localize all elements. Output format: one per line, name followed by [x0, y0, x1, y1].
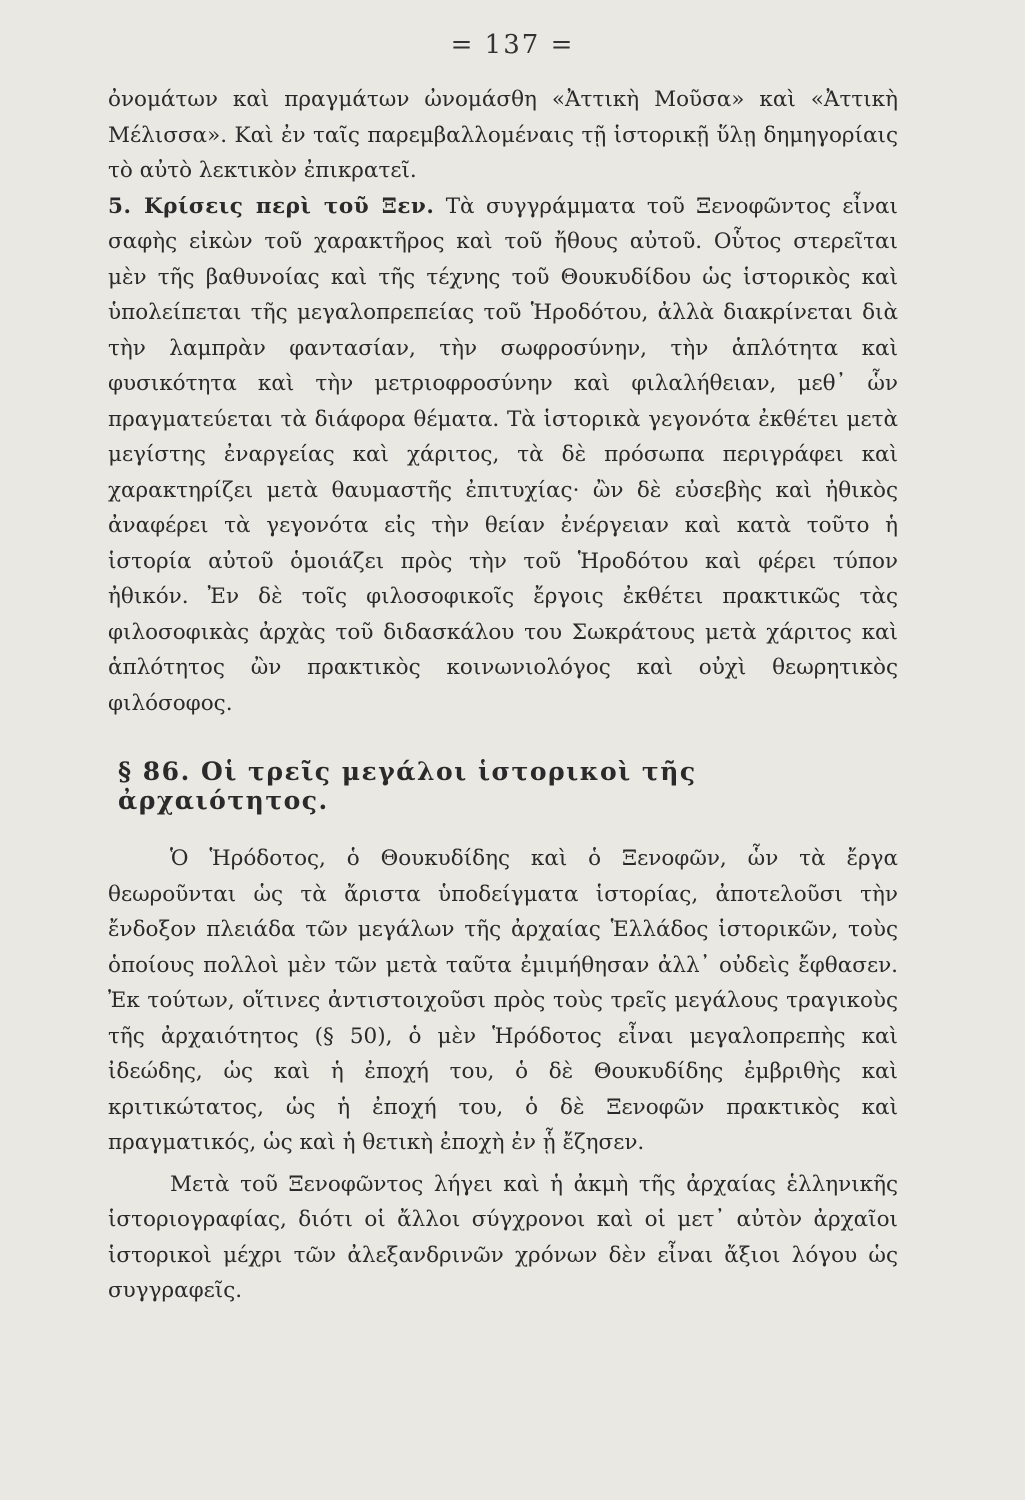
- paragraph-continued: ὀνομάτων καὶ πραγμάτων ὠνομάσθη «Ἀττικὴ Μοῦσα» καὶ «Ἀττικὴ Μέλισσα». Καὶ ἐν ταῖς παρεμβαλλομέναις τῇ ἱστορικῇ ὕλῃ δημηγορίαις τὸ αὐτὸ λεκτικὸν ἐπικρατεῖ.: [108, 87, 898, 183]
- section-heading: § 86. Οἱ τρεῖς μεγάλοι ἱστορικοὶ τῆς ἀρχαιότητος.: [118, 757, 697, 815]
- page-number: = 137 =: [450, 30, 575, 60]
- page-content: [108, 82, 898, 1309]
- paragraph-closing: Μετὰ τοῦ Ξενοφῶντος λήγει καὶ ἡ ἀκμὴ τῆς ἀρχαίας ἑλληνικῆς ἱστοριογραφίας, διότι οἱ ἄλλοι σύγχρονοι καὶ οἱ μετ᾽ αὐτὸν ἀρχαῖοι ἱστορικοὶ μέχρι τῶν ἀλεξανδρινῶν χρόνων δὲν εἶναι ἄξιοι λόγου ὡς συγγραφεῖς.: [108, 1171, 898, 1303]
- paragraph-critique: [108, 189, 898, 722]
- paragraph-three-historians: Ὁ Ἡρόδοτος, ὁ Θουκυδίδης καὶ ὁ Ξενοφῶν, ὧν τὰ ἔργα θεωροῦνται ὡς τὰ ἄριστα ὑποδείγματα ἱστορίας, ἀποτελοῦσι τὴν ἔνδοξον πλειάδα τῶν μεγάλων τῆς ἀρχαίας Ἑλλάδος ἱστορικῶν, τοὺς ὁποίους πολλοὶ μὲν τῶν μετὰ ταῦτα ἐμιμήθησαν ἀλλ᾽ οὐδεὶς ἔφθασεν. Ἐκ τούτων, οἵτινες ἀντιστοιχοῦσι πρὸς τοὺς τρεῖς μεγάλους τραγικοὺς τῆς ἀρχαιότητος (§ 50), ὁ μὲν Ἡρόδοτος εἶναι μεγαλοπρεπὴς καὶ ἰδεώδης, ὡς καὶ ἡ ἐποχή του, ὁ δὲ Θουκυδίδης ἐμβριθὴς καὶ κριτικώτατος, ὡς ἡ ἐποχή του, ὁ δὲ Ξενοφῶν πρακτικὸς καὶ πραγματικός, ὡς καὶ ἡ θετικὴ ἐποχὴ ἐν ᾗ ἔζησεν.: [108, 846, 898, 1155]
- run-in-heading: 5. Κρίσεις περὶ τοῦ Ξεν.: [108, 193, 435, 219]
- paragraph-critique-text: Τὰ συγγράμματα τοῦ Ξενοφῶντος εἶναι σαφὴς εἰκὼν τοῦ χαρακτῆρος καὶ τοῦ ἤθους αὐτοῦ. Οὗτος στερεῖται μὲν τῆς βαθυνοίας καὶ τῆς τέχνης τοῦ Θουκυδίδου ὡς ἱστορικὸς καὶ ὑπολείπεται τῆς μεγαλοπρεπείας τοῦ Ἡροδότου, ἀλλὰ διακρίνεται διὰ τὴν λαμπρὰν φαντασίαν, τὴν σωφροσύνην, τὴν ἁπλότητα καὶ φυσικότητα καὶ τὴν μετριοφροσύνην καὶ φιλαλήθειαν, μεθ᾽ ὧν πραγματεύεται τὰ διάφορα θέματα. Τὰ ἱστορικὰ γεγονότα ἐκθέτει μετὰ μεγίστης ἐναργείας καὶ χάριτος, τὰ δὲ πρόσωπα περιγράφει καὶ χαρακτηρίζει μετὰ θαυμαστῆς ἐπιτυχίας· ὢν δὲ εὐσεβὴς καὶ ἠθικὸς ἀναφέρει τὰ γεγονότα εἰς τὴν θείαν ἐνέργειαν καὶ κατὰ τοῦτο ἡ ἱστορία αὐτοῦ ὁμοιάζει πρὸς τὴν τοῦ Ἡροδότου καὶ φέρει τύπον ἠθικόν. Ἐν δὲ τοῖς φιλοσοφικοῖς ἔργοις ἐκθέτει πρακτικῶς τὰς φιλοσοφικὰς ἀρχὰς τοῦ διδασκάλου του Σωκράτους μετὰ χάριτος καὶ ἁπλότητος ὢν πρακτικὸς κοινωνιολόγος καὶ οὐχὶ θεωρητικὸς φιλόσοφος.: [108, 193, 898, 716]
